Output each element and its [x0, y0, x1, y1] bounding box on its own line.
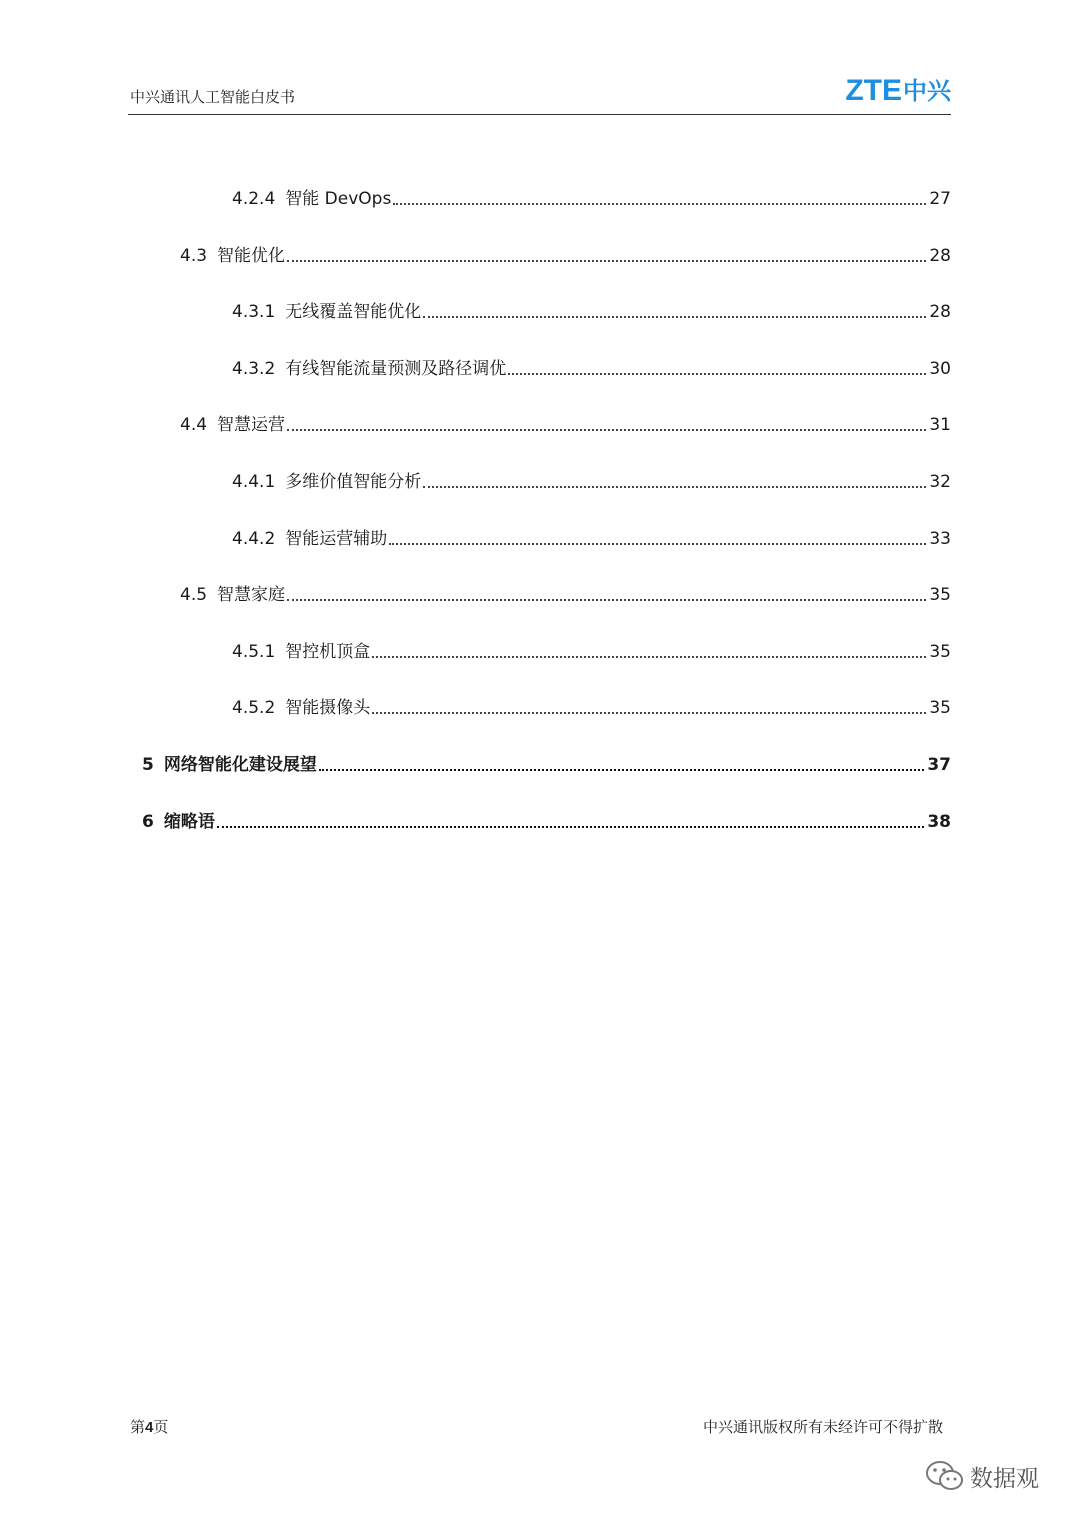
toc-entry-page: 37 [927, 755, 951, 775]
toc-entry[interactable] [180, 412, 951, 436]
toc-dot-leader [508, 372, 926, 375]
watermark-text: 数据观 [970, 1465, 1039, 1492]
toc-entry-label: 多维价值智能分析 [285, 472, 422, 492]
toc-entry-number: 6 [142, 812, 154, 832]
toc-entry-page: 30 [929, 359, 951, 379]
toc-entry-page: 33 [929, 529, 951, 549]
toc-entry-page: 28 [929, 302, 951, 322]
toc-entry-page: 31 [929, 415, 951, 435]
toc-entry[interactable] [232, 356, 951, 380]
toc-entry[interactable] [232, 695, 951, 719]
page-number [130, 1416, 168, 1437]
toc-entry-page: 32 [929, 472, 951, 492]
toc-entry-page: 35 [929, 585, 951, 605]
toc-entry-number: 4.5.1 [232, 642, 276, 662]
toc-dot-leader [372, 655, 926, 658]
toc-entry-page: 35 [929, 698, 951, 718]
toc-entry-label: 智控机顶盒 [285, 642, 371, 662]
toc-dot-leader [372, 711, 926, 714]
page-number-value: 4 [145, 1419, 154, 1436]
page-prefix: 第 [130, 1418, 146, 1436]
toc-entry-label: 缩略语 [163, 812, 215, 832]
toc-dot-leader [287, 598, 926, 601]
toc-entry-label: 有线智能流量预测及路径调优 [285, 359, 507, 379]
logo-latin: ZTE [845, 74, 902, 107]
toc-dot-leader [319, 768, 924, 771]
toc-entry-number: 4.4 [180, 415, 208, 435]
toc-dot-leader [287, 259, 926, 262]
toc-entry[interactable] [232, 469, 951, 493]
toc-dot-leader [389, 542, 926, 545]
toc-entry-page: 27 [929, 189, 951, 209]
toc-entry-label: 网络智能化建设展望 [163, 755, 317, 775]
toc-entry[interactable] [142, 752, 951, 776]
toc-entry-label: 智能优化 [217, 246, 286, 266]
toc-entry-label: 无线覆盖智能优化 [285, 302, 422, 322]
toc-entry[interactable] [142, 809, 951, 833]
toc-entry-number: 4.2.4 [232, 189, 276, 209]
toc-dot-leader [393, 202, 926, 205]
toc-entry[interactable] [180, 243, 951, 267]
toc-entry-label: 智能摄像头 [285, 698, 371, 718]
page-suffix: 页 [153, 1418, 169, 1436]
toc-entry-number: 4.3 [180, 246, 208, 266]
copyright-notice: 中兴通讯版权所有未经许可不得扩散 [702, 1418, 943, 1436]
toc-entry-page: 38 [927, 812, 951, 832]
page-header [128, 74, 951, 115]
toc-entry[interactable] [232, 639, 951, 663]
toc-entry-number: 4.4.1 [232, 472, 276, 492]
watermark [924, 1456, 1039, 1496]
logo-chinese: 中兴 [903, 77, 951, 105]
toc-entry-label: 智能运营辅助 [285, 529, 388, 549]
toc-entry[interactable] [232, 186, 951, 210]
toc-entry-page: 35 [929, 642, 951, 662]
toc-entry-label: 智慧运营 [217, 415, 286, 435]
toc-entry-number: 4.3.1 [232, 302, 276, 322]
toc-entry-number: 5 [142, 755, 154, 775]
toc-entry-number: 4.4.2 [232, 529, 276, 549]
toc-dot-leader [423, 485, 926, 488]
toc-entry-number: 4.5 [180, 585, 208, 605]
toc-entry[interactable] [180, 582, 951, 606]
toc-entry-number: 4.5.2 [232, 698, 276, 718]
toc-dot-leader [217, 825, 924, 828]
toc-entry-number: 4.3.2 [232, 359, 276, 379]
toc-dot-leader [287, 428, 926, 431]
toc-entry[interactable] [232, 526, 951, 550]
toc-entry-label: 智慧家庭 [217, 585, 286, 605]
toc-entry-label: 智能 DevOps [285, 189, 392, 209]
zte-logo [845, 76, 951, 106]
document-title: 中兴通讯人工智能白皮书 [130, 88, 296, 106]
toc-dot-leader [423, 315, 926, 318]
wechat-icon [924, 1458, 966, 1494]
toc-entry[interactable] [232, 299, 951, 323]
toc-entry-page: 28 [929, 246, 951, 266]
